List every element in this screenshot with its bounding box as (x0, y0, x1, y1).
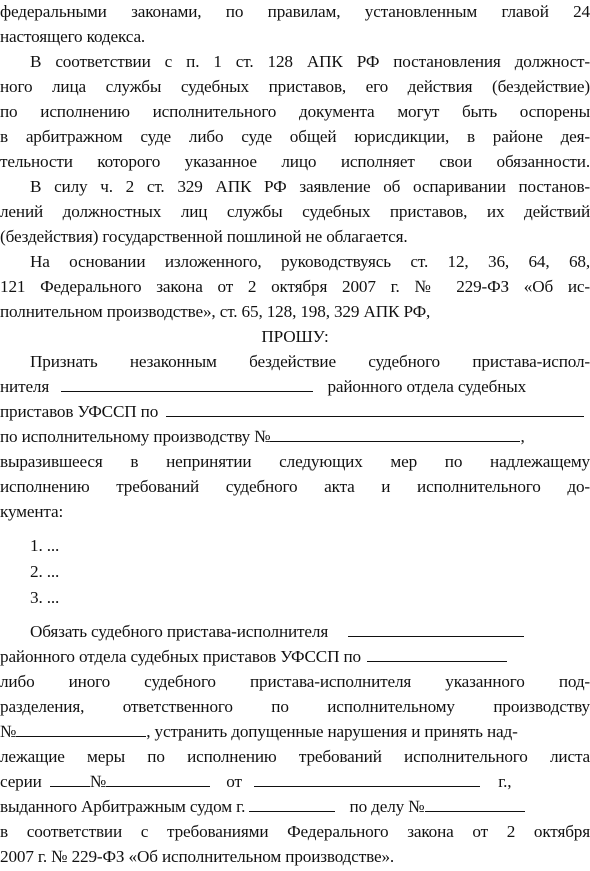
text-line: исполнению требований судебного акта и исполнительного до- (0, 477, 590, 496)
text-fragment: приставов УФССП по (0, 402, 159, 421)
blank-field (367, 643, 507, 662)
text-line: разделения, ответственного по исполнительному производству (0, 697, 590, 716)
text-fragment: , устранить допущенные нарушения и принять над- (146, 722, 518, 741)
text-line: Признать незаконным бездействие судебного пристава-испол- (30, 352, 590, 371)
blank-field (254, 768, 480, 787)
text-line (0, 423, 590, 451)
text-line (0, 398, 590, 426)
text-line (0, 718, 590, 746)
text-line (0, 768, 590, 796)
blank-field (106, 768, 210, 787)
text-line (0, 793, 590, 821)
text-line: в арбитражном суде либо суде общей юрисдикции, в районе дея- (0, 127, 590, 146)
blank-field (16, 718, 146, 737)
text-fragment: серии (0, 772, 42, 791)
blank-field (425, 793, 525, 812)
text-line: лений должностных лиц службы судебных приставов, их действий (0, 202, 590, 221)
blank-field (270, 423, 520, 442)
text-line (0, 643, 590, 671)
blank-field (166, 398, 584, 417)
text-fragment: № (0, 722, 17, 741)
text-line: лежащие меры по исполнению требований исполнительного листа (0, 747, 590, 766)
text-line: В соответствии с п. 1 ст. 128 АПК РФ постановления должност- (30, 52, 590, 71)
text-line: настоящего кодекса. (0, 27, 146, 46)
text-line: в соответствии с требованиями Федерального закона от 2 октября (0, 822, 590, 841)
text-fragment: нителя (0, 377, 50, 396)
text-line: либо иного судебного пристава-исполнителя указанного под- (0, 672, 590, 691)
blank-field (249, 793, 335, 812)
text-line: (бездействия) государственной пошлиной не облагается. (0, 227, 408, 246)
text-fragment: от (226, 772, 242, 791)
text-fragment: по делу № (349, 797, 425, 816)
text-line: полнительном производстве», ст. 65, 128, 198, 329 АПК РФ, (0, 302, 431, 321)
text-line: В силу ч. 2 ст. 329 АПК РФ заявление об оспаривании постанов- (30, 177, 590, 196)
blank-field (50, 768, 90, 787)
text-line (0, 618, 590, 646)
text-line: федеральными законами, по правилам, установленным главой 24 (0, 2, 590, 21)
text-line: На основании изложенного, руководствуясь ст. 12, 36, 64, 68, (30, 252, 590, 271)
text-fragment: районного отдела судебных (327, 377, 527, 396)
text-line: кумента: (0, 502, 64, 521)
blank-field (348, 618, 524, 637)
list-item: 3. ... (30, 588, 60, 607)
text-line: по исполнению исполнительного документа могут быть оспорены (0, 102, 590, 121)
blank-field (61, 373, 313, 392)
list-item: 2. ... (30, 562, 60, 581)
text-line: 121 Федерального закона от 2 октября 2007 г. № 229-ФЗ «Об ис- (0, 277, 590, 296)
request-heading: ПРОШУ: (261, 327, 329, 346)
text-fragment: выданного Арбитражным судом г. (0, 797, 246, 816)
text-fragment: Обязать судебного пристава-исполнителя (30, 622, 329, 641)
text-line: выразившееся в непринятии следующих мер по надлежащему (0, 452, 590, 471)
text-line: 2007 г. № 229-ФЗ «Об исполнительном производстве». (0, 847, 395, 866)
text-line (0, 373, 590, 401)
text-fragment: , (520, 427, 525, 446)
text-fragment: г., (498, 772, 512, 791)
text-fragment: по исполнительному производству № (0, 427, 271, 446)
text-fragment: № (89, 772, 107, 791)
text-line: ного лица службы судебных приставов, его действия (бездействие) (0, 77, 590, 96)
text-fragment: районного отдела судебных приставов УФССП по (0, 647, 361, 666)
text-line: тельности которого указанное лицо исполняет свои обязанности. (0, 152, 590, 171)
list-item: 1. ... (30, 536, 60, 555)
